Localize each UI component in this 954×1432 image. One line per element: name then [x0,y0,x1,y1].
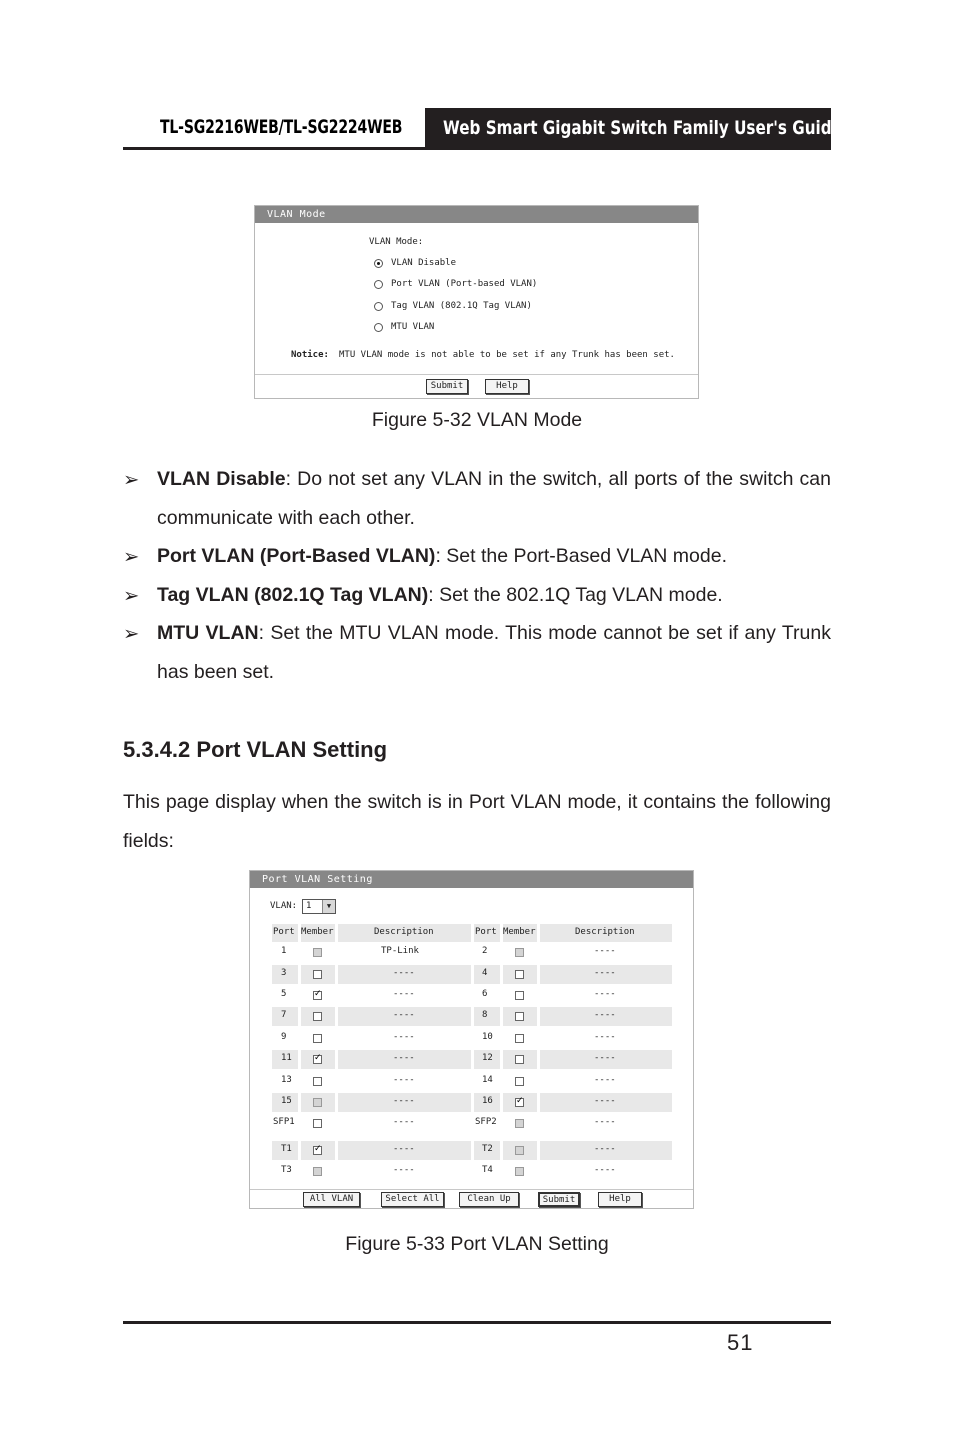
member-checkbox[interactable] [515,1077,524,1086]
bullet-text: : Set the MTU VLAN mode. This mode cannot be set if any Trunk has been set. [157,622,831,683]
all-vlan-button[interactable]: All VLAN [303,1192,360,1207]
port-description: ---- [594,1053,616,1063]
member-checkbox[interactable] [515,1034,524,1043]
section-heading: 5.3.4.2 Port VLAN Setting [123,737,388,762]
port-number: 4 [482,968,488,978]
bullet-port-vlan [157,537,831,576]
port-description: ---- [393,1053,415,1063]
bullet-term: Tag VLAN (802.1Q Tag VLAN) [157,584,429,606]
port-number: 2 [482,946,488,956]
col-header-description: Description [575,927,635,937]
port-description: ---- [594,968,616,978]
col-header-member: Member [301,927,334,937]
bullet-arrow-icon: ➢ [123,546,140,568]
radio-mtu-vlan[interactable] [374,323,383,332]
col-header-member: Member [503,927,536,937]
bullet-tag-vlan [157,576,831,615]
port-number: 3 [281,968,287,978]
member-checkbox[interactable] [515,970,524,979]
port-number: T4 [482,1165,493,1175]
port-description: ---- [594,1075,616,1085]
notice-label: Notice: [291,350,329,360]
port-number: 10 [482,1032,493,1042]
footer-rule [123,1321,831,1324]
member-checkbox[interactable] [313,1098,322,1107]
member-checkbox[interactable] [515,1098,524,1107]
vlan-mode-panel [254,205,699,399]
port-description: ---- [393,968,415,978]
col-header-port: Port [273,927,295,937]
header-guide-title: Web Smart Gigabit Switch Family User's Guide [443,117,842,139]
port-number: 1 [281,946,287,956]
member-checkbox[interactable] [515,1012,524,1021]
port-description: ---- [594,1117,616,1127]
port-description: ---- [594,1144,616,1154]
member-checkbox[interactable] [515,948,524,957]
member-checkbox[interactable] [515,1119,524,1128]
col-header-description: Description [374,927,434,937]
bullet-text: : Do not set any VLAN in the switch, all ports of the switch can communicate with each other. [157,468,831,529]
port-description: ---- [594,989,616,999]
chevron-down-icon: ▼ [322,900,335,913]
member-checkbox[interactable] [313,1034,322,1043]
select-all-button[interactable]: Select All [381,1192,444,1207]
member-checkbox[interactable] [313,1146,322,1155]
port-number: 15 [281,1096,292,1106]
bullet-text: : Set the 802.1Q Tag VLAN mode. [428,584,723,606]
port-description: ---- [594,1096,616,1106]
port-description: ---- [594,1032,616,1042]
port-number: 6 [482,989,488,999]
port-number: 7 [281,1010,287,1020]
member-checkbox[interactable] [313,991,322,1000]
bullet-arrow-icon: ➢ [123,623,140,645]
port-description: TP-Link [381,946,419,956]
submit-button[interactable]: Submit [538,1192,580,1207]
header-guide-title-bar [425,108,842,150]
page-number: 51 [727,1330,754,1355]
member-checkbox[interactable] [515,1167,524,1176]
header-rule [123,147,831,150]
port-number: 12 [482,1053,493,1063]
port-number: 11 [281,1053,292,1063]
bullet-term: MTU VLAN [157,622,259,644]
bullet-arrow-icon: ➢ [123,469,140,491]
bullet-text: : Set the Port-Based VLAN mode. [435,545,728,567]
port-description: ---- [393,1096,415,1106]
member-checkbox[interactable] [313,1077,322,1086]
member-checkbox[interactable] [515,991,524,1000]
port-description: ---- [393,1144,415,1154]
port-description: ---- [393,989,415,999]
radio-tag-vlan[interactable] [374,302,383,311]
vlan-mode-label: VLAN Mode: [369,237,424,247]
radio-label-port-vlan: Port VLAN (Port-based VLAN) [391,279,538,289]
radio-label-vlan-disable: VLAN Disable [391,258,457,268]
port-description: ---- [594,1165,616,1175]
member-checkbox[interactable] [515,1055,524,1064]
bullet-arrow-icon: ➢ [123,585,140,607]
port-number: 9 [281,1032,287,1042]
port-number: SFP2 [475,1117,497,1127]
member-checkbox[interactable] [313,948,322,957]
port-number: T1 [281,1144,292,1154]
member-checkbox[interactable] [313,970,322,979]
bullet-vlan-disable [157,460,831,537]
port-number: 13 [281,1075,292,1085]
port-number: T2 [482,1144,493,1154]
submit-button[interactable]: Submit [426,379,468,394]
port-description: ---- [393,1010,415,1020]
port-number: 5 [281,989,287,999]
radio-label-mtu-vlan: MTU VLAN [391,322,435,332]
port-vlan-separator [250,1189,693,1190]
port-description: ---- [393,1117,415,1127]
help-button[interactable]: Help [485,379,529,394]
member-checkbox[interactable] [313,1119,322,1128]
vlan-select-value: 1 [306,901,312,911]
figure-32-caption: Figure 5-32 VLAN Mode [371,409,583,431]
port-number: SFP1 [273,1117,295,1127]
member-checkbox[interactable] [313,1055,322,1064]
col-header-port: Port [475,927,497,937]
member-checkbox[interactable] [515,1146,524,1155]
vlan-select-label: VLAN: [270,901,298,911]
notice-text: MTU VLAN mode is not able to be set if any Trunk has been set. [339,350,675,360]
port-number: T3 [281,1165,292,1175]
port-description: ---- [393,1032,415,1042]
member-checkbox[interactable] [313,1167,322,1176]
vlan-mode-separator [255,374,698,375]
port-number: 16 [482,1096,493,1106]
figure-33-caption: Figure 5-33 Port VLAN Setting [345,1233,609,1255]
vlan-select[interactable] [302,899,336,914]
header-model: TL-SG2216WEB/TL-SG2224WEB [160,116,403,138]
port-vlan-setting-panel [249,870,694,1209]
port-description: ---- [393,1075,415,1085]
port-number: 14 [482,1075,493,1085]
clean-up-button[interactable]: Clean Up [459,1192,519,1207]
help-button[interactable]: Help [598,1192,642,1207]
member-checkbox[interactable] [313,1012,322,1021]
vlan-mode-panel-title: VLAN Mode [255,206,698,223]
radio-vlan-disable[interactable] [374,259,383,268]
port-vlan-panel-title: Port VLAN Setting [250,871,693,888]
radio-port-vlan[interactable] [374,280,383,289]
port-description: ---- [393,1165,415,1175]
section-paragraph: This page display when the switch is in Port VLAN mode, it contains the following fields: [123,791,831,852]
bullet-term: Port VLAN (Port-Based VLAN) [157,545,436,567]
bullet-term: VLAN Disable [157,468,286,490]
bullet-mtu-vlan [157,614,831,691]
port-description: ---- [594,1010,616,1020]
radio-label-tag-vlan: Tag VLAN (802.1Q Tag VLAN) [391,301,532,311]
port-description: ---- [594,946,616,956]
port-number: 8 [482,1010,488,1020]
